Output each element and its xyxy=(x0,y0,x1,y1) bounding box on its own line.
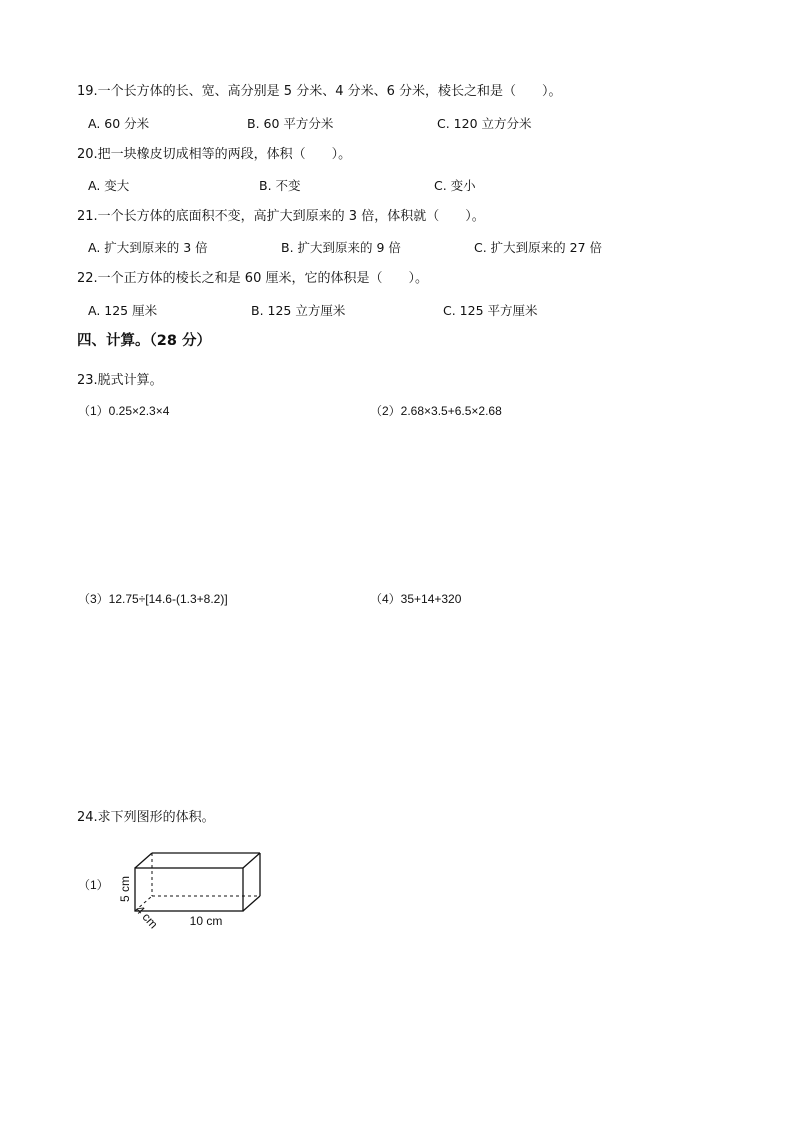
question-22-option-b: B. 125 立方厘米 xyxy=(251,303,346,318)
height-label: 5 cm xyxy=(118,875,132,903)
question-23-stem: 23.脱式计算。 xyxy=(77,373,163,388)
cuboid-top-left-edge xyxy=(135,853,152,868)
question-22-option-c: C. 125 平方厘米 xyxy=(443,303,538,318)
figure-item-label: （1） xyxy=(78,878,109,892)
question-19-option-a: A. 60 分米 xyxy=(88,116,150,131)
question-19-stem: 19.一个长方体的长、宽、高分别是 5 分米、4 分米、6 分米，棱长之和是（ ）。 xyxy=(77,84,562,99)
question-21-option-c: C. 扩大到原来的 27 倍 xyxy=(474,240,603,255)
calc-item-1: （1）0.25×2.3×4 xyxy=(78,404,170,418)
question-20-option-b: B. 不变 xyxy=(259,178,301,193)
question-22-option-a: A. 125 厘米 xyxy=(88,303,158,318)
calc-item-4: （4）35+14+320 xyxy=(370,592,462,606)
cuboid-right-bottom-edge xyxy=(243,896,260,911)
length-label: 10 cm xyxy=(189,914,223,928)
calc-item-3: （3）12.75÷[14.6-(1.3+8.2)] xyxy=(78,592,228,606)
section-heading: 四、计算。（28 分） xyxy=(77,333,211,349)
question-19-option-c: C. 120 立方分米 xyxy=(437,116,532,131)
question-24-stem: 24.求下列图形的体积。 xyxy=(77,810,215,825)
cuboid-front-face xyxy=(135,868,243,911)
question-21-stem: 21.一个长方体的底面积不变，高扩大到原来的 3 倍，体积就（ ）。 xyxy=(77,209,485,224)
width-label: 4 cm xyxy=(132,902,161,932)
question-21-option-a: A. 扩大到原来的 3 倍 xyxy=(88,240,208,255)
question-20-option-c: C. 变小 xyxy=(434,178,476,193)
calc-item-2: （2）2.68×3.5+6.5×2.68 xyxy=(370,404,502,418)
cuboid-top-right-edge xyxy=(243,853,260,868)
question-20-option-a: A. 变大 xyxy=(88,178,130,193)
question-20-stem: 20.把一块橡皮切成相等的两段，体积（ ）。 xyxy=(77,147,352,162)
cuboid-figure xyxy=(105,843,285,933)
question-22-stem: 22.一个正方体的棱长之和是 60 厘米，它的体积是（ ）。 xyxy=(77,271,428,286)
question-21-option-b: B. 扩大到原来的 9 倍 xyxy=(281,240,401,255)
question-19-option-b: B. 60 平方分米 xyxy=(247,116,334,131)
